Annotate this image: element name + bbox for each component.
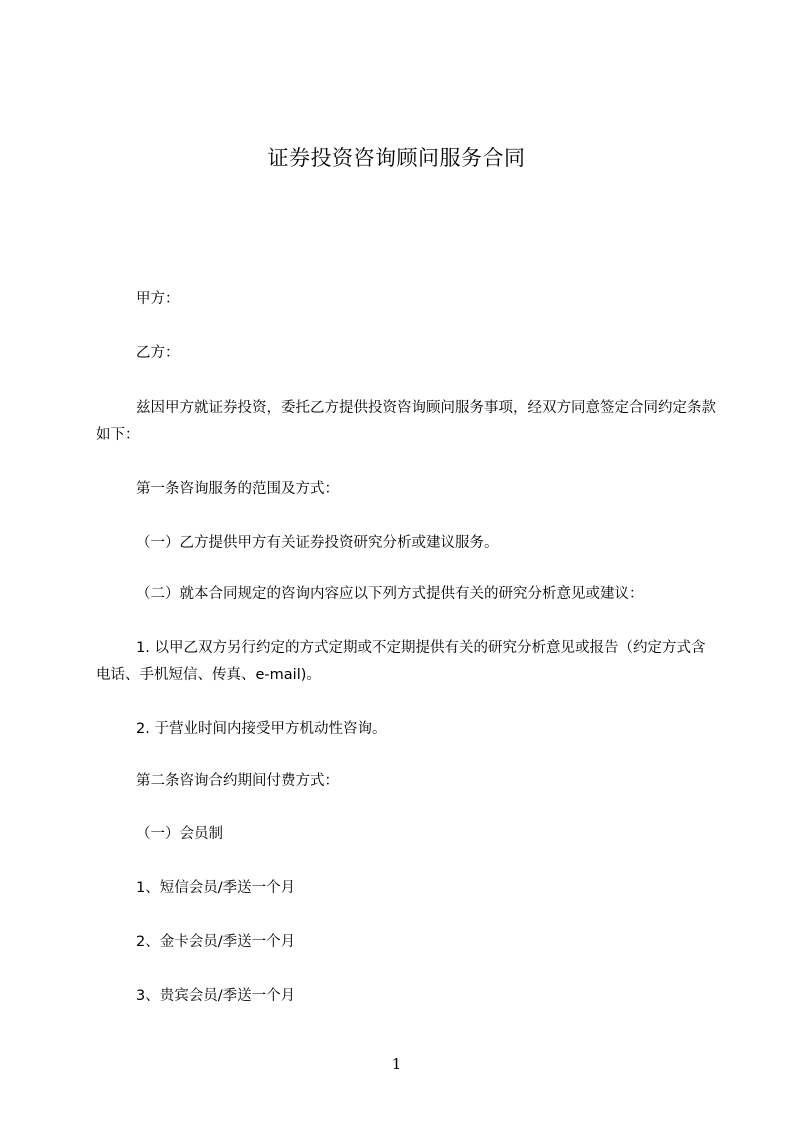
membership-item-2: 2、金卡会员/季送一个月 — [136, 934, 296, 950]
article-1-subitem-2: 2. 于营业时间内接受甲方机动性咨询。 — [136, 721, 387, 737]
preamble-paragraph: 兹因甲方就证券投资，委托乙方提供投资咨询顾问服务事项，经双方同意签定合同约定条款如下： — [96, 400, 716, 443]
article-2-heading: 第二条咨询合约期间付费方式： — [136, 773, 339, 789]
party-b-line: 乙方： — [136, 345, 180, 361]
contract-title: 证券投资咨询顾问服务合同 — [267, 146, 526, 170]
article-1-heading: 第一条咨询服务的范围及方式： — [136, 481, 339, 497]
page-number: 1 — [391, 1055, 402, 1073]
party-a-line: 甲方： — [136, 291, 180, 307]
membership-item-3: 3、贵宾会员/季送一个月 — [136, 988, 296, 1004]
article-1-subitem-1: 1. 以甲乙双方另行约定的方式定期或不定期提供有关的研究分析意见或报告（约定方式含电话、手机短信、传真、e-mail)。 — [96, 640, 706, 683]
article-1-item-2: （二）就本合同规定的咨询内容应以下列方式提供有关的研究分析意见或建议： — [136, 586, 644, 602]
article-1-item-1: （一）乙方提供甲方有关证券投资研究分析或建议服务。 — [136, 535, 499, 551]
membership-item-1: 1、短信会员/季送一个月 — [136, 880, 296, 896]
article-2-item-1: （一）会员制 — [136, 826, 223, 842]
